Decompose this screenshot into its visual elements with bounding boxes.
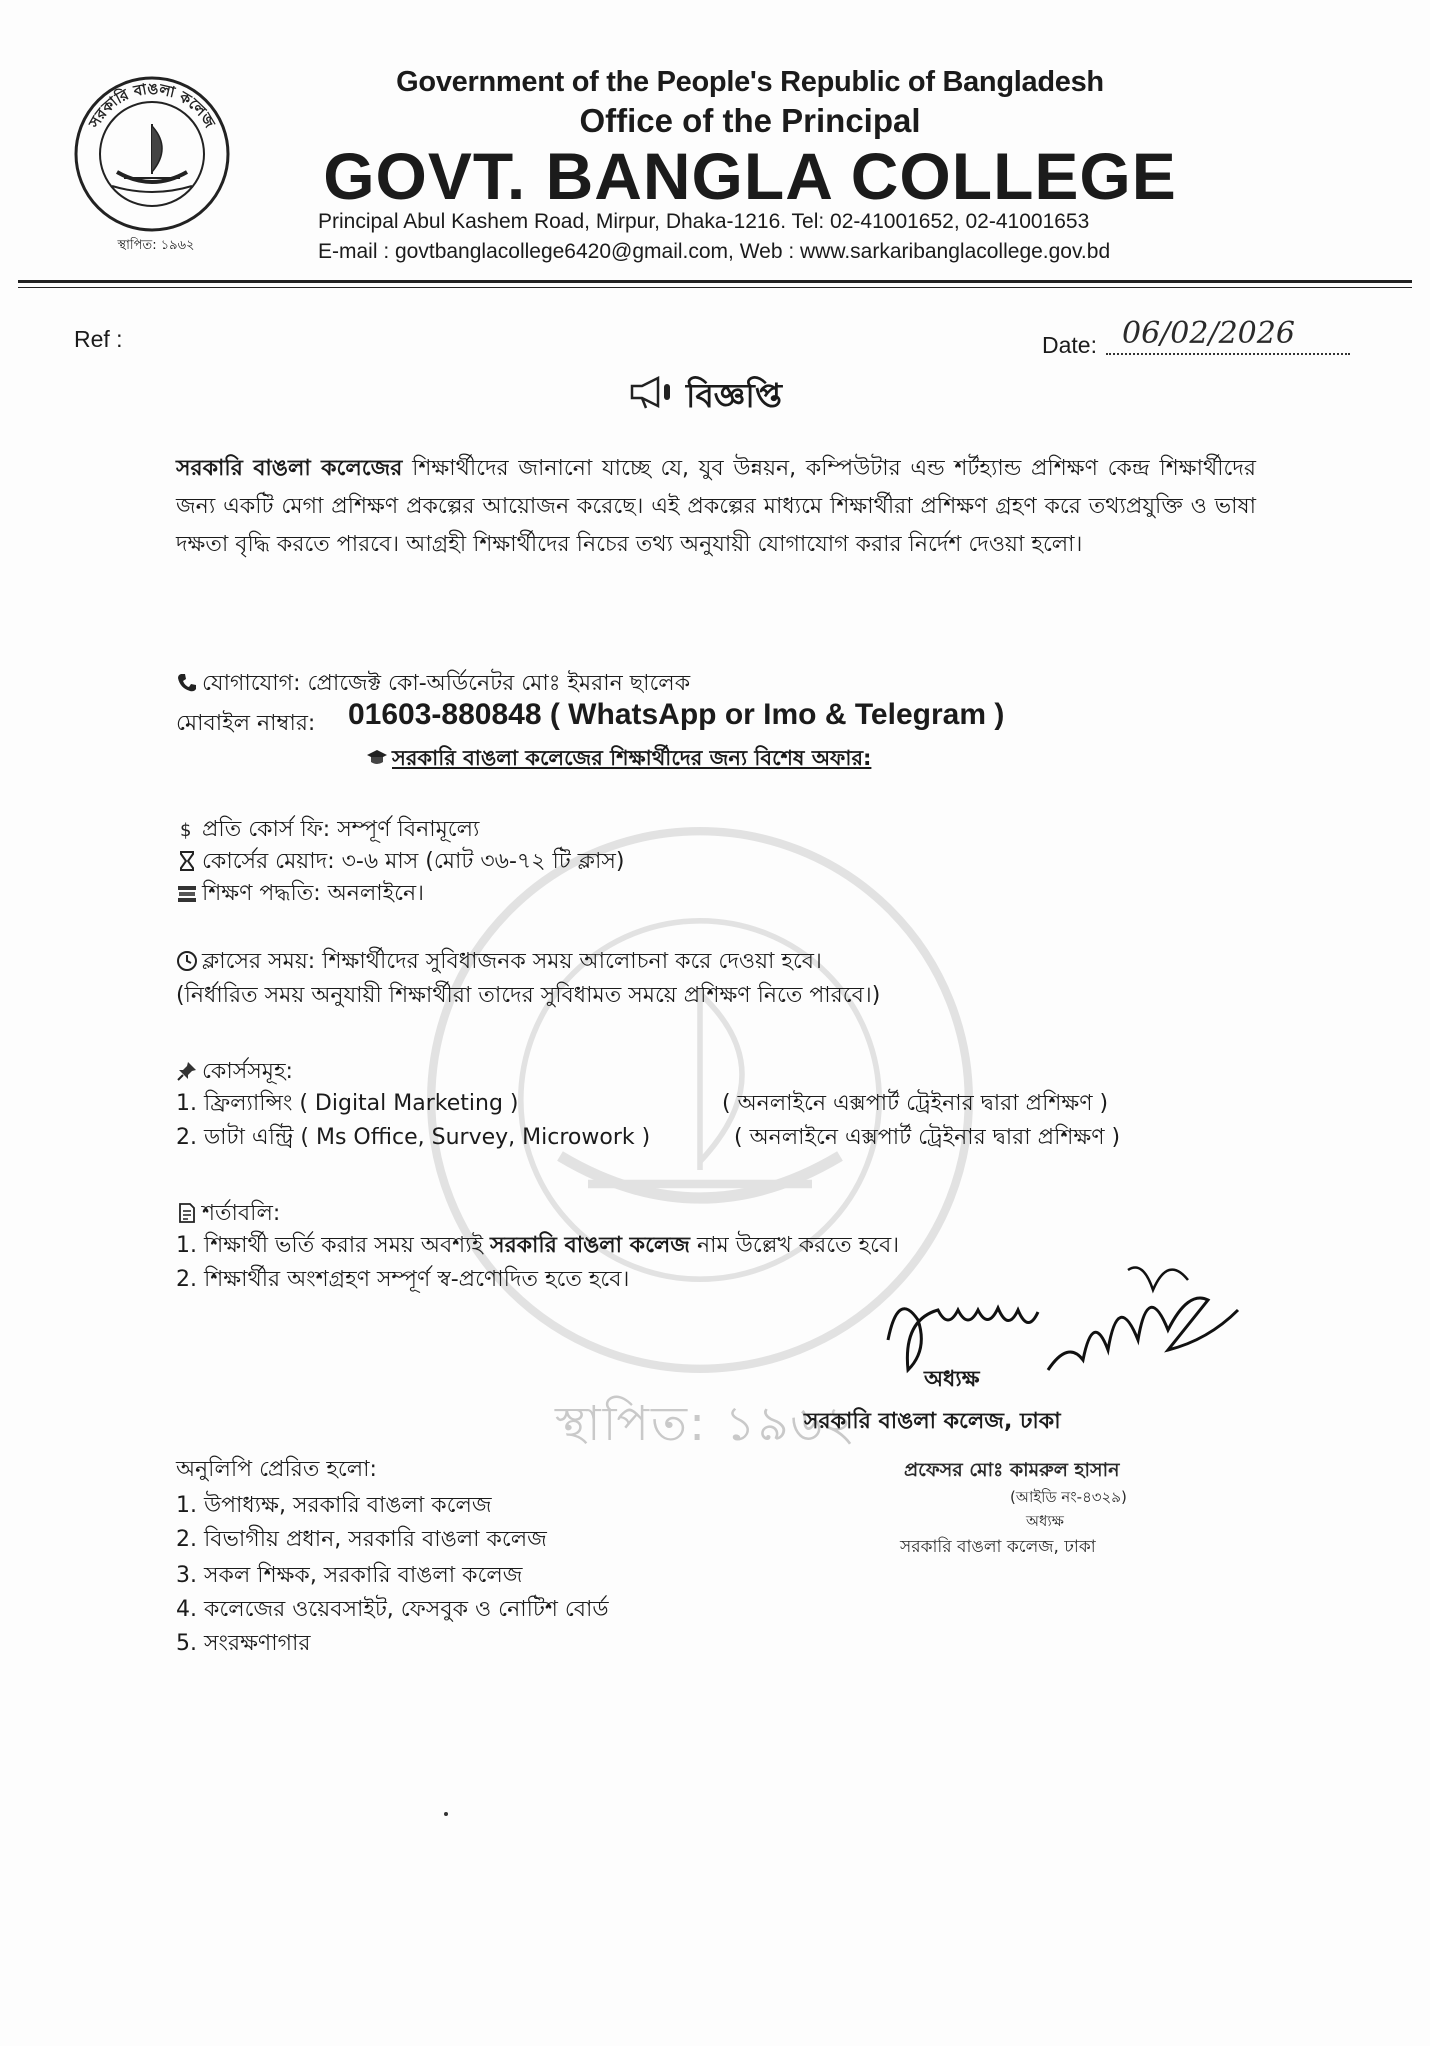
logo-text: সরকারি বাঙলা কলেজ	[85, 79, 219, 131]
pushpin-icon	[176, 1060, 198, 1082]
megaphone-icon	[628, 374, 676, 410]
header-government: Government of the People's Republic of Bangladesh	[396, 66, 1104, 98]
class-time	[176, 944, 822, 981]
stamp-college: সরকারি বাঙলা কলেজ, ঢাকা	[900, 1537, 1096, 1557]
svg-text:সরকারি বাঙলা কলেজ	[85, 80, 219, 132]
watermark-established: স্থাপিত: ১৯৬২	[555, 1396, 858, 1452]
copy-item: 1. উপাধ্যক্ষ, সরকারি বাঙলা কলেজ	[176, 1493, 492, 1518]
notice-intro-bold: সরকারি বাঙলা কলেজের	[176, 456, 403, 481]
header-email-web: E-mail : govtbanglacollege6420@gmail.com, Web : www.sarkaribanglacollege.gov.bd	[318, 240, 1111, 263]
hourglass-icon	[176, 850, 198, 872]
teaching-method	[176, 876, 424, 913]
clock-icon	[176, 950, 198, 972]
course-item-note: ( অনলাইনে এক্সপার্ট ট্রেইনার দ্বারা প্রশিক্ষণ )	[734, 1125, 1121, 1150]
class-time-note: (নির্ধারিত সময় অনুযায়ী শিক্ষার্থীরা তাদের সুবিধামত সময়ে প্রশিক্ষণ নিতে পারবে।)	[176, 983, 881, 1008]
ref-label: Ref :	[74, 326, 123, 352]
copies-heading: অনুলিপি প্রেরিত হলো:	[176, 1457, 377, 1482]
notice-title: বিজ্ঞপ্তি	[686, 376, 782, 415]
terms-heading-text: শর্তাবলি:	[202, 1201, 281, 1226]
mobile-label: মোবাইল নাম্বার:	[176, 711, 316, 736]
money-icon	[176, 818, 198, 840]
special-offer-heading	[366, 742, 871, 777]
course-item-note: ( অনলাইনে এক্সপার্ট ট্রেইনার দ্বারা প্রশিক্ষণ )	[722, 1091, 1109, 1116]
copy-item: 4. কলেজের ওয়েবসাইট, ফেসবুক ও নোটিশ বোর্ড	[176, 1597, 609, 1622]
mobile-number: 01603-880848 ( WhatsApp or Imo & Telegram )	[348, 698, 1005, 731]
header-address: Principal Abul Kashem Road, Mirpur, Dhaka-1216. Tel: 02-41001652, 02-41001653	[318, 210, 1090, 233]
course-item: 2. ডাটা এন্ট্রি ( Ms Office, Survey, Microwork )	[176, 1125, 651, 1150]
stamp-title: অধ্যক্ষ	[1026, 1512, 1064, 1530]
copy-item: 2. বিভাগীয় প্রধান, সরকারি বাঙলা কলেজ	[176, 1527, 547, 1552]
graduation-cap-icon	[366, 747, 388, 769]
header-college-name: GOVT. BANGLA COLLEGE	[323, 139, 1177, 213]
college-logo	[72, 74, 232, 234]
phone-icon	[176, 672, 198, 694]
header-rule-thick	[18, 280, 1412, 283]
date-label: Date:	[1042, 332, 1097, 358]
header-rule-thin	[18, 287, 1412, 288]
teaching-method-text: শিক্ষণ পদ্ধতি: অনলাইনে।	[202, 881, 424, 906]
contact-text: যোগাযোগ: প্রোজেক্ট কো-অর্ডিনেটর মোঃ ইমরান ছালেক	[202, 671, 691, 696]
principal-title: অধ্যক্ষ	[924, 1367, 980, 1392]
term-item-pre: 1. শিক্ষার্থী ভর্তি করার সময় অবশ্যই	[176, 1233, 491, 1258]
class-time-text: ক্লাসের সময়: শিক্ষার্থীদের সুবিধাজনক সময় আলোচনা করে দেওয়া হবে।	[202, 949, 822, 974]
books-icon	[176, 882, 198, 904]
copy-item: 3. সকল শিক্ষক, সরকারি বাঙলা কলেজ	[176, 1563, 523, 1588]
course-item: 1. ফ্রিল্যান্সিং ( Digital Marketing )	[176, 1091, 519, 1116]
stray-dot	[444, 1812, 448, 1816]
courses-heading-text: কোর্সসমূহ:	[202, 1059, 293, 1084]
stamp-id: (আইডি নং-৪৩২৯)	[1010, 1488, 1127, 1506]
logo-established: স্থাপিত: ১৯৬২	[117, 238, 195, 253]
course-fee-text: প্রতি কোর্স ফি: সম্পূর্ণ বিনামূল্যে	[202, 817, 480, 842]
course-duration-text: কোর্সের মেয়াদ: ৩-৬ মাস (মোট ৩৬-৭২ টি ক্লাস)	[202, 849, 625, 874]
header-office: Office of the Principal	[579, 102, 921, 139]
term-item	[176, 1228, 899, 1265]
date-handwritten: 06/02/2026	[1122, 316, 1295, 351]
notice-body	[176, 450, 1256, 564]
term-item-bold: সরকারি বাঙলা কলেজ	[490, 1233, 690, 1258]
principal-college: সরকারি বাঙলা কলেজ, ঢাকা	[804, 1409, 1061, 1434]
document-icon	[176, 1202, 198, 1224]
copy-item: 5. সংরক্ষণাগার	[176, 1631, 311, 1656]
date-dotted-line	[1106, 353, 1350, 355]
offer-text: সরকারি বাঙলা কলেজের শিক্ষার্থীদের জন্য বিশেষ অফার:	[392, 746, 872, 770]
stamp-name: প্রফেসর মোঃ কামরুল হাসান	[904, 1459, 1120, 1481]
term-item-post: নাম উল্লেখ করতে হবে।	[690, 1233, 900, 1258]
term-item: 2. শিক্ষার্থীর অংশগ্রহণ সম্পূর্ণ স্ব-প্রণোদিত হতে হবে।	[176, 1267, 630, 1292]
svg-text:$: $	[180, 820, 192, 840]
notice-intro-text: শিক্ষার্থীদের জানানো যাচ্ছে যে, যুব উন্নয়ন, কম্পিউটার এন্ড শর্টহ্যান্ড প্রশিক্ষণ কেন্দ্র শিক্ষার্থীদের জন্য একটি মেগা প্রশিক্ষণ প্রকল্পের আয়োজন করেছে। এই প্রকল্পের মাধ্যমে শিক্ষার্থীরা প্রশিক্ষণ গ্রহণ করে তথ্যপ্রযুক্তি ও ভাষা দক্ষতা বৃদ্ধি করতে পারবে। আগ্রহী শিক্ষার্থীদের নিচের তথ্য অনুযায়ী যোগাযোগ করার নির্দেশ দেওয়া হলো।	[176, 456, 1256, 557]
